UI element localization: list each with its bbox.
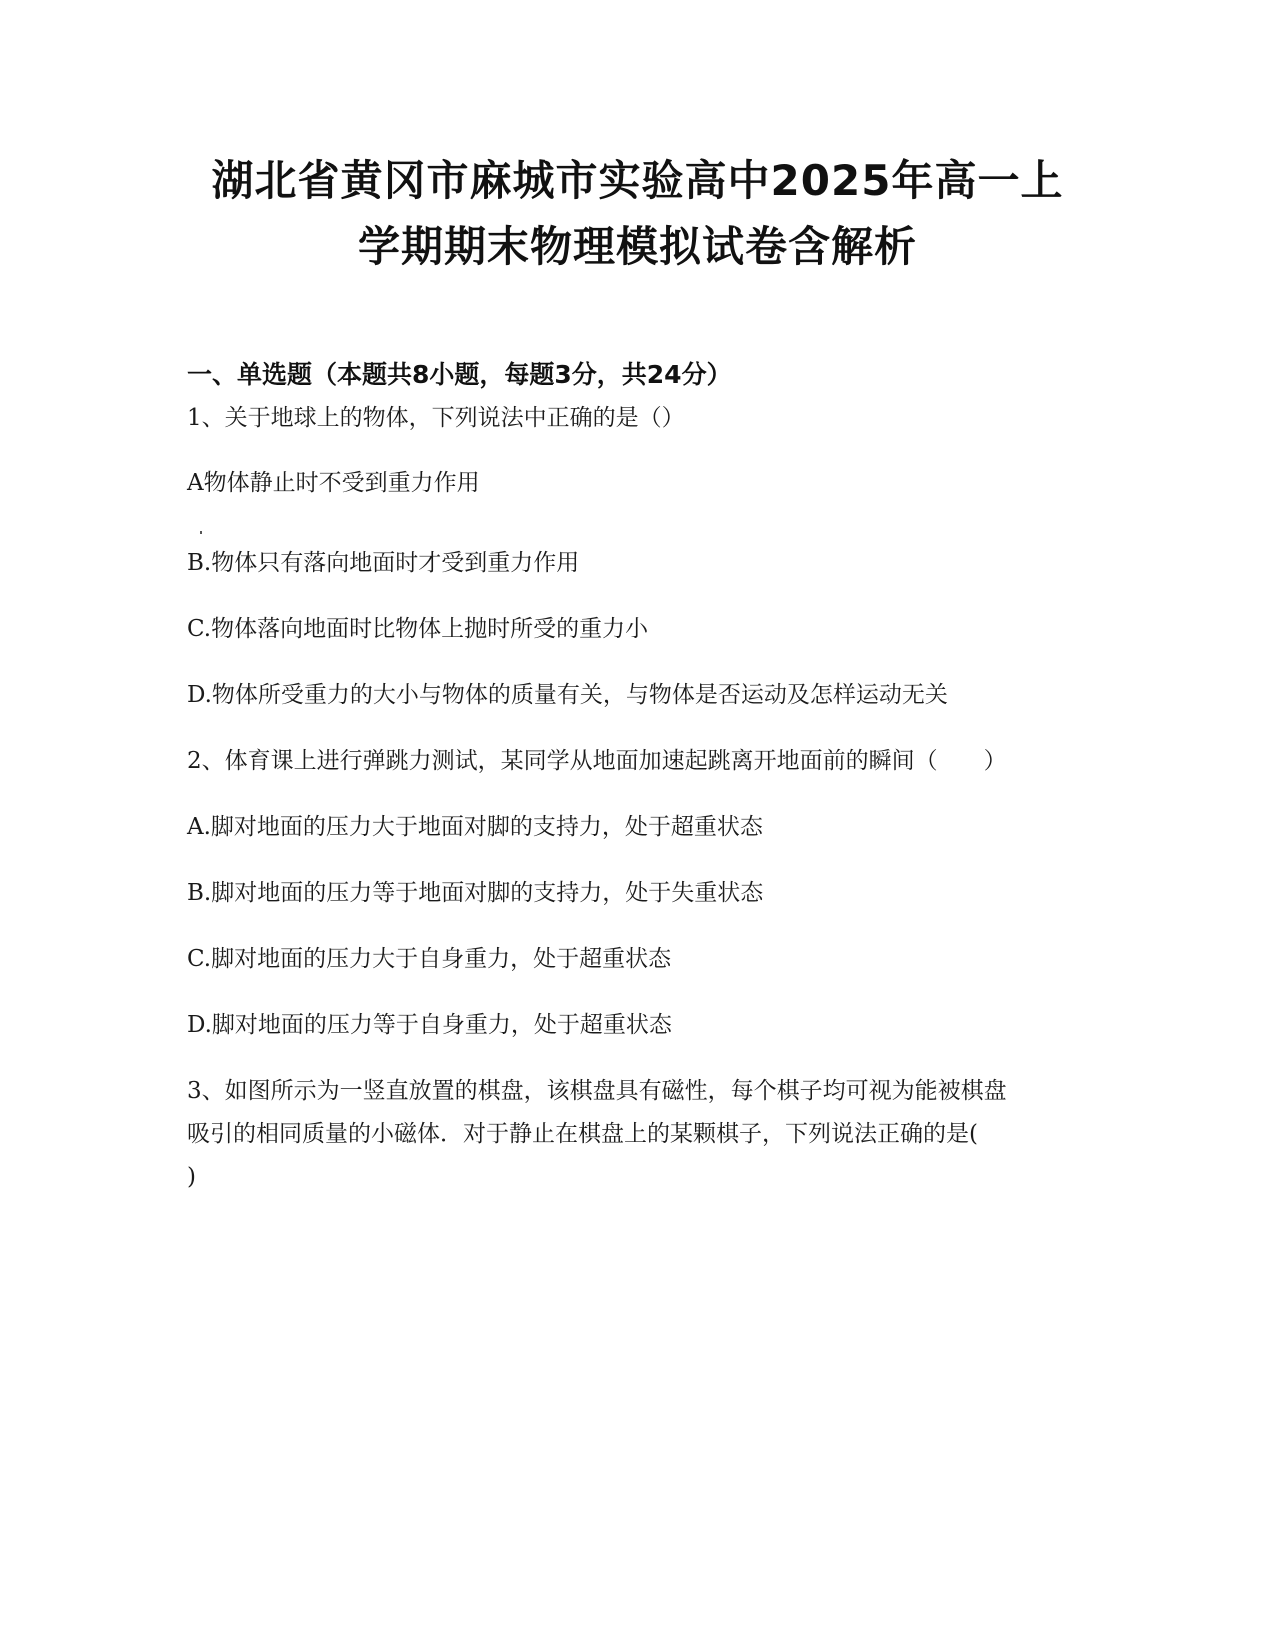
section-heading: 一、单选题（本题共8小题，每题3分，共24分） [187,360,732,389]
scan-speck [200,531,202,534]
question-3-stem-line-3: ) [187,1164,196,1190]
question-1-stem: 1、关于地球上的物体，下列说法中正确的是（） [187,405,685,431]
question-1-option-d: D.物体所受重力的大小与物体的质量有关，与物体是否运动及怎样运动无关 [187,682,948,708]
question-1-option-c: C.物体落向地面时比物体上抛时所受的重力小 [187,616,649,642]
question-2-option-a: A.脚对地面的压力大于地面对脚的支持力，处于超重状态 [187,814,763,840]
document-title-line-1: 湖北省黄冈市麻城市实验高中2025年高一上 [211,156,1064,205]
question-2-option-d: D.脚对地面的压力等于自身重力，处于超重状态 [187,1012,672,1038]
question-3-stem-line-1: 3、如图所示为一竖直放置的棋盘，该棋盘具有磁性，每个棋子均可视为能被棋盘 [187,1078,1007,1104]
question-1-option-a: A物体静止时不受到重力作用 [187,470,480,496]
question-2-option-b: B.脚对地面的压力等于地面对脚的支持力，处于失重状态 [187,880,764,906]
question-3-stem-line-2: 吸引的相同质量的小磁体．对于静止在棋盘上的某颗棋子，下列说法正确的是( [187,1121,978,1147]
question-2-option-c: C.脚对地面的压力大于自身重力，处于超重状态 [187,946,672,972]
question-2-stem: 2、体育课上进行弹跳力测试，某同学从地面加速起跳离开地面前的瞬间（ ） [187,748,1007,774]
question-1-option-b: B.物体只有落向地面时才受到重力作用 [187,550,580,576]
document-title-line-2: 学期期末物理模拟试卷含解析 [357,222,917,271]
